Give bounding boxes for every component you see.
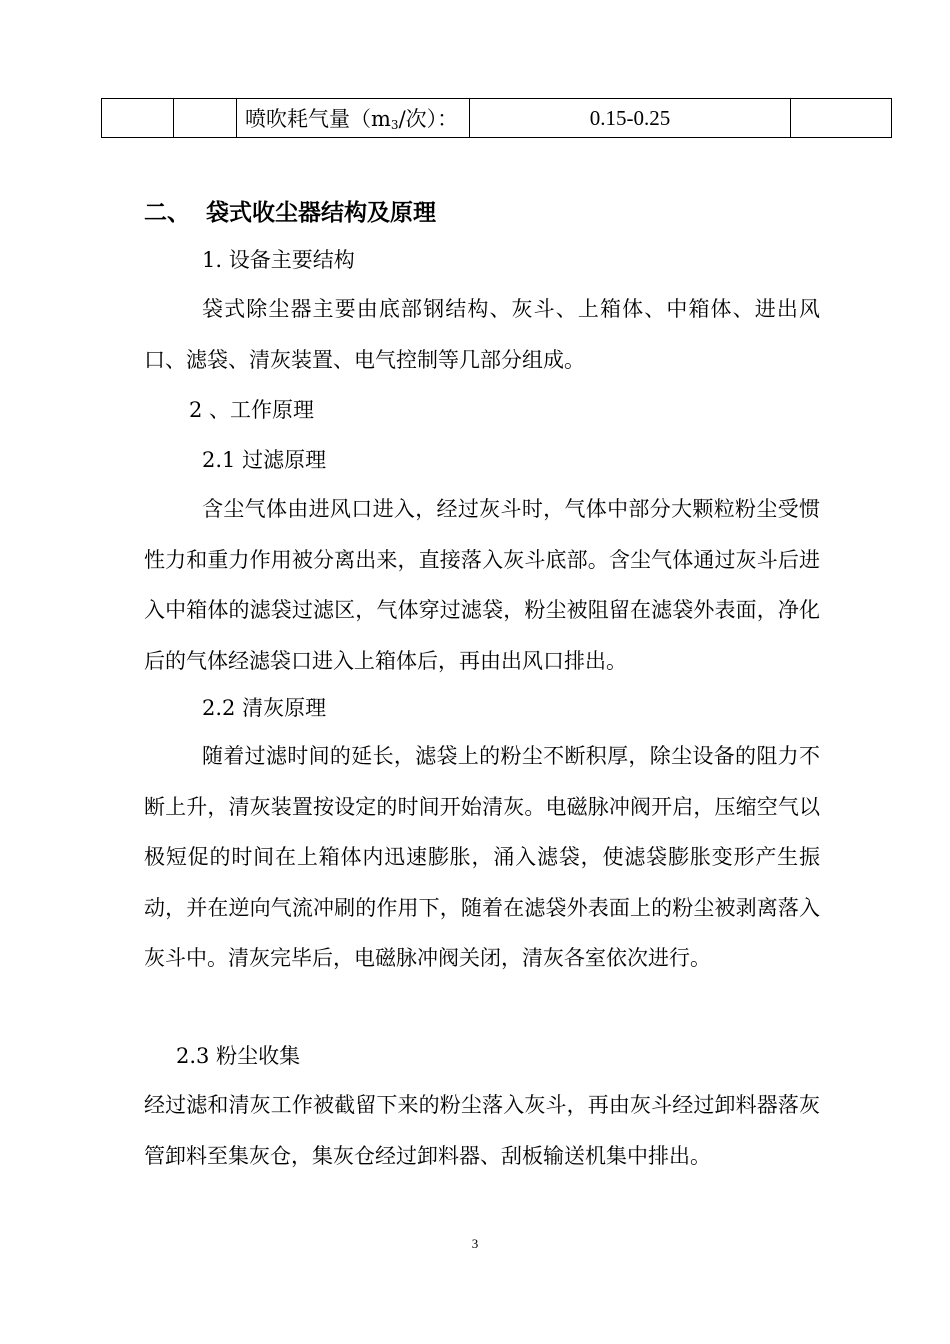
- paragraph-2-1: 含尘气体由进风口进入，经过灰斗时，气体中部分大颗粒粉尘受惯性力和重力作用被分离出来，直接落入灰斗底部。含尘气体通过灰斗后进入中箱体的滤袋过滤区，气体穿过滤袋，粉尘被阻留在滤袋外表面，净化后的气体经滤袋口进入上箱体后，再由出风口排出。: [144, 497, 820, 673]
- paragraph-2-2: 随着过滤时间的延长，滤袋上的粉尘不断积厚，除尘设备的阻力不断上升，清灰装置按设定的时间开始清灰。电磁脉冲阀开启，压缩空气以极短促的时间在上箱体内迅速膨胀，涌入滤袋，使滤袋膨胀变形产生振动，并在逆向气流冲刷的作用下，随着在滤袋外表面上的粉尘被剥离落入灰斗中。清灰完毕后，电磁脉冲阀关闭，清灰各室依次进行。: [144, 744, 820, 970]
- subheading-1: 1. 设备主要结构: [202, 248, 355, 272]
- table-cell-value: 0.15-0.25: [470, 99, 791, 138]
- subheading-2-3: 2.3 粉尘收集: [176, 1044, 301, 1068]
- subheading-2-2: 2.2 清灰原理: [202, 696, 327, 720]
- section-number: 二、: [144, 200, 190, 226]
- subheading-2: 2 、工作原理: [189, 398, 315, 422]
- table-row: [102, 99, 892, 138]
- section-heading: [144, 194, 436, 227]
- label-superscript: 3: [390, 118, 399, 132]
- paragraph-2-3: 经过滤和清灰工作被截留下来的粉尘落入灰斗，再由灰斗经过卸料器落灰管卸料至集灰仓，集灰仓经过卸料器、刮板输送机集中排出。: [144, 1093, 820, 1168]
- subheading-2-1: 2.1 过滤原理: [202, 448, 327, 472]
- label-suffix: /次）：: [398, 107, 459, 131]
- label-prefix: 喷吹耗气量（m: [245, 107, 391, 131]
- paragraph-1: 袋式除尘器主要由底部钢结构、灰斗、上箱体、中箱体、进出风口、滤袋、清灰装置、电气控制等几部分组成。: [144, 297, 820, 372]
- table-cell-empty-1: [102, 99, 174, 138]
- section-title: 袋式收尘器结构及原理: [206, 200, 436, 226]
- table-cell-empty-5: [791, 99, 892, 138]
- page-number: 3: [471, 1236, 479, 1251]
- table-cell-empty-2: [174, 99, 237, 138]
- table-cell-label: [237, 99, 470, 138]
- spec-table: [101, 98, 892, 138]
